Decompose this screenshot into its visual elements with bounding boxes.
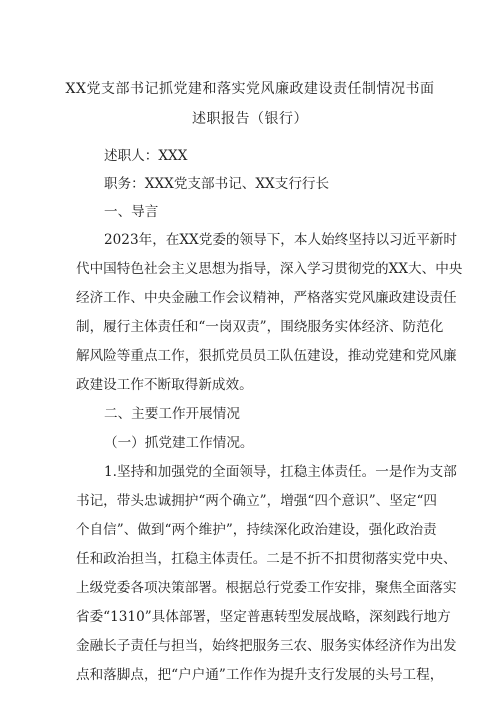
subsection-heading-party-building: （一）抓党建工作情况。 bbox=[104, 435, 254, 451]
paragraph-line: 解风险等重点工作，狠抓党员员工队伍建设，推动党建和党风廉 bbox=[76, 348, 457, 364]
paragraph-line: 任和政治担当，扛稳主体责任。二是不折不扣贯彻落实党中央、 bbox=[76, 551, 457, 567]
position-line: 职务：XXX党支部书记、XX支行行长 bbox=[104, 176, 330, 192]
paragraph-line: 2023年，在XX党委的领导下，本人始终坚持以习近平新时 bbox=[104, 232, 458, 248]
document-title-line-2: 述职报告（银行） bbox=[192, 111, 308, 127]
document-title-line-1: XX党支部书记抓党建和落实党风廉政建设责任制情况书面 bbox=[65, 81, 435, 97]
paragraph-line: 上级党委各项决策部署。根据总行党委工作安排，聚焦全面落实 bbox=[76, 580, 457, 596]
reporter-line: 述职人：XXX bbox=[104, 148, 188, 164]
paragraph-line: 省委“1310”具体部署，坚定普惠转型发展战略，深刻践行地方 bbox=[76, 609, 451, 625]
paragraph-line: 经济工作、中央金融工作会议精神，严格落实党风廉政建设责任 bbox=[76, 290, 457, 306]
paragraph-line: 代中国特色社会主义思想为指导，深入学习贯彻党的XX大、中央 bbox=[76, 261, 463, 277]
paragraph-line: 个自信”、做到“两个维护”，持续深化政治建设，强化政治责 bbox=[76, 522, 437, 538]
paragraph-line: 金融长子责任与担当，始终把服务三农、服务实体经济作为出发 bbox=[76, 638, 457, 654]
paragraph-line: 点和落脚点，把“户户通”工作作为提升支行发展的头号工程， bbox=[76, 667, 444, 683]
paragraph-line: 制，履行主体责任和“一岗双责”，围绕服务实体经济、防范化 bbox=[76, 319, 444, 335]
paragraph-line: 政建设工作不断取得新成效。 bbox=[76, 377, 253, 393]
section-heading-main-work: 二、主要工作开展情况 bbox=[104, 406, 240, 422]
paragraph-line: 书记，带头忠诚拥护“两个确立”，增强“四个意识”、坚定“四 bbox=[76, 493, 437, 509]
section-heading-intro: 一、导言 bbox=[104, 204, 159, 220]
paragraph-line: 1.坚持和加强党的全面领导，扛稳主体责任。一是作为支部 bbox=[104, 464, 457, 480]
